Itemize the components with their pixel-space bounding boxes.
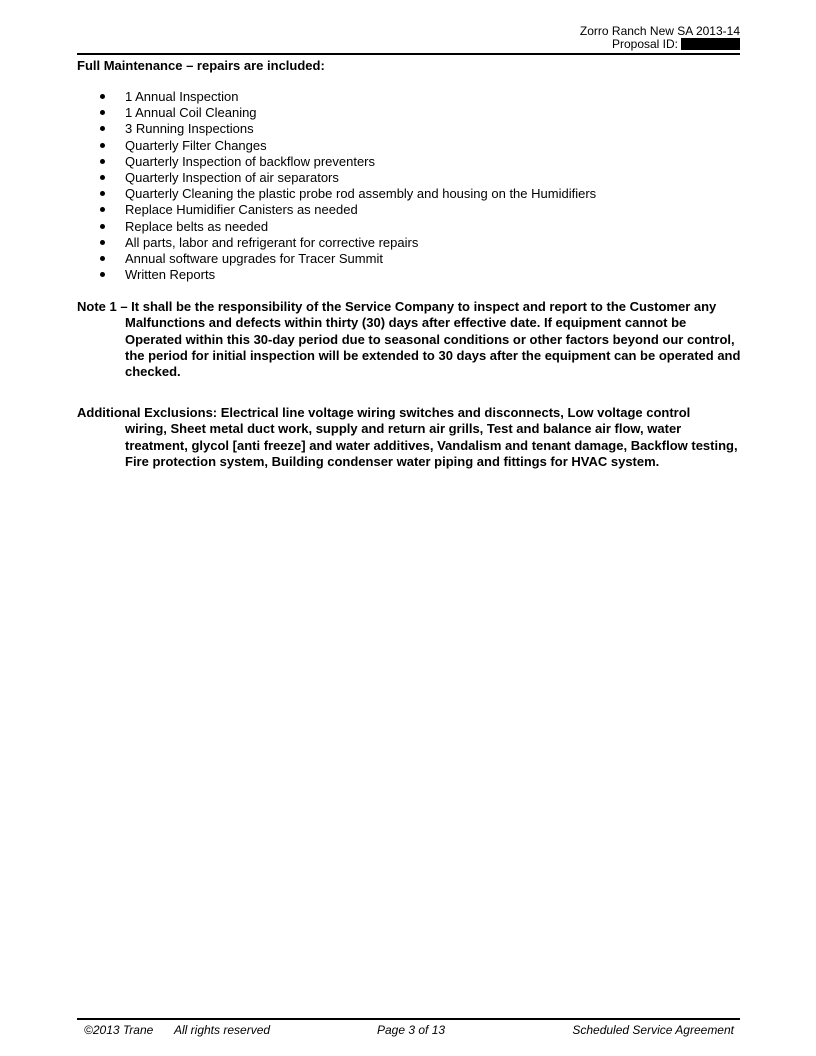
bullet-icon xyxy=(100,94,105,99)
note-1-first-line: Note 1 – It shall be the responsibility of the Service Company to inspect and report to the Customer any xyxy=(77,299,717,314)
bullet-icon xyxy=(100,207,105,212)
page-footer xyxy=(77,1018,740,1038)
list-item-text: Quarterly Cleaning the plastic probe rod assembly and housing on the Humidifiers xyxy=(125,186,597,202)
list-item-text: 3 Running Inspections xyxy=(125,121,254,137)
list-item-text: Quarterly Filter Changes xyxy=(125,137,267,153)
page-header xyxy=(77,23,740,55)
header-title: Zorro Ranch New SA 2013-14 xyxy=(579,24,740,38)
bullet-icon xyxy=(100,143,105,148)
list-item-text: Quarterly Inspection of backflow preventers xyxy=(125,153,376,169)
bullet-icon xyxy=(100,110,105,115)
proposal-id-line xyxy=(612,37,740,51)
bullet-icon xyxy=(100,224,105,229)
footer-copyright: ©2013 Trane xyxy=(84,1023,154,1037)
bullet-icon xyxy=(100,240,105,245)
footer-rights: All rights reserved xyxy=(174,1023,271,1037)
note-1-paragraph xyxy=(77,299,742,380)
list-item-text: All parts, labor and refrigerant for corrective repairs xyxy=(125,234,419,250)
proposal-id-label: Proposal ID: xyxy=(611,37,678,51)
list-item-text: 1 Annual Coil Cleaning xyxy=(125,105,257,121)
note-1-body: Malfunctions and defects within thirty (30) days after effective date. If equipment cannot be Operated within this 30-day period due to seasonal conditions or other factors beyond our control, the period for initial inspection will be extended to 30 days after the equipment can be operated and checked. xyxy=(125,315,741,380)
bullet-icon xyxy=(100,126,105,131)
footer-page-number: Page 3 of 13 xyxy=(377,1023,446,1037)
bullet-icon xyxy=(100,191,105,196)
bullet-icon xyxy=(100,256,105,261)
section-title: Full Maintenance – repairs are included: xyxy=(77,58,325,73)
redaction-box xyxy=(681,38,740,50)
list-item-text: Replace belts as needed xyxy=(125,218,269,234)
bullet-icon xyxy=(100,272,105,277)
list-item-text: Annual software upgrades for Tracer Summit xyxy=(125,250,383,266)
bullet-icon xyxy=(100,159,105,164)
list-item-text: Replace Humidifier Canisters as needed xyxy=(125,202,358,218)
bullet-icon xyxy=(100,175,105,180)
exclusions-body: wiring, Sheet metal duct work, supply and return air grills, Test and balance air flow, water treatment, glycol [anti freeze] and water additives, Vandalism and tenant damage, Backflow testing, Fire protection system, Building condenser water piping and fittings for HVAC system. xyxy=(125,421,738,469)
exclusions-first-line: Additional Exclusions: Electrical line voltage wiring switches and disconnects, Low voltage control xyxy=(77,405,691,420)
list-item-text: 1 Annual Inspection xyxy=(125,89,239,104)
footer-document-title: Scheduled Service Agreement xyxy=(572,1023,734,1037)
list-item-text: Written Reports xyxy=(125,267,216,283)
list-item-text: Quarterly Inspection of air separators xyxy=(125,169,339,185)
additional-exclusions-paragraph xyxy=(77,405,742,470)
